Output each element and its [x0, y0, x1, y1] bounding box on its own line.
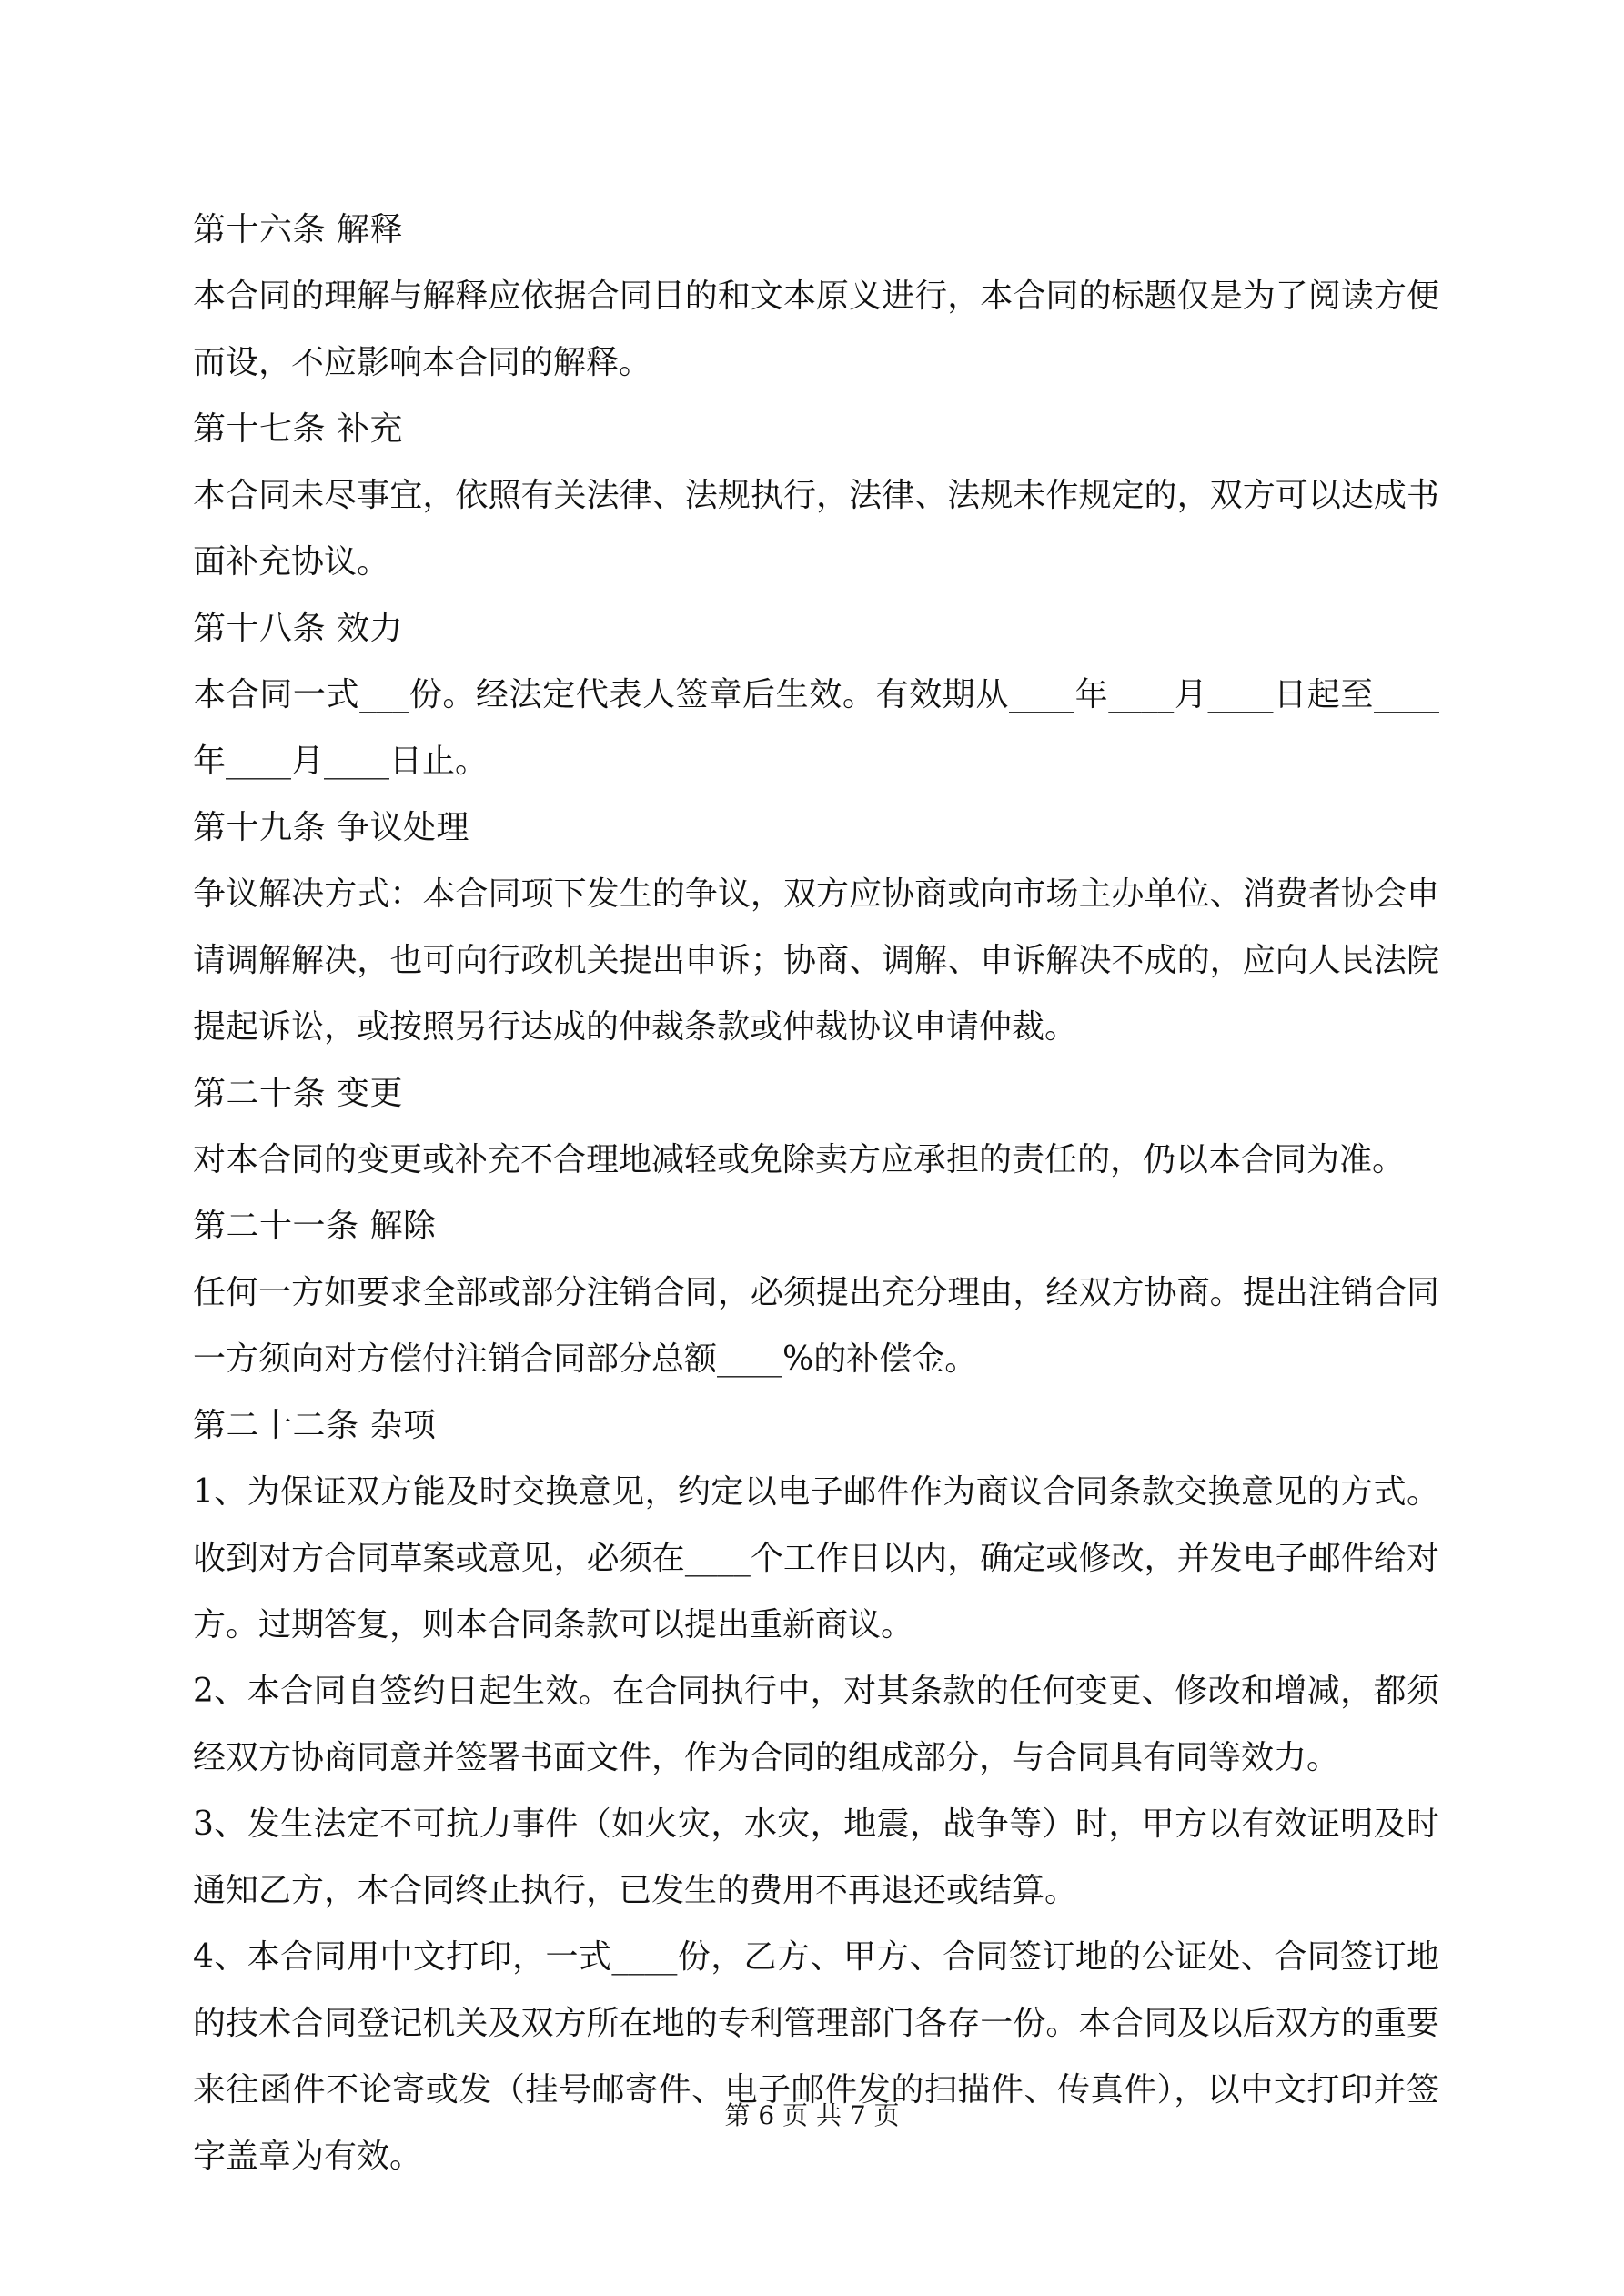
article-22-heading: 第二十二条 杂项	[193, 1407, 437, 1444]
article-19-text-line-1: 争议解决方式：本合同项下发生的争议，双方应协商或向市场主办单位、消费者协会申	[193, 875, 1439, 913]
article-22-item-4-line-2: 的技术合同登记机关及双方所在地的专利管理部门各存一份。本合同及以后双方的重要	[193, 2005, 1439, 2042]
article-17-text-line-2: 面补充协议。	[193, 543, 390, 581]
article-20-heading: 第二十条 变更	[193, 1075, 403, 1112]
article-21-heading: 第二十一条 解除	[193, 1208, 437, 1245]
article-19-text-line-2: 请调解解决，也可向行政机关提出申诉；协商、调解、申诉解决不成的，应向人民法院	[193, 942, 1439, 979]
article-22-item-3-line-2: 通知乙方，本合同终止执行，已发生的费用不再退还或结算。	[193, 1872, 1078, 1909]
article-17-heading: 第十七条 补充	[193, 410, 403, 448]
article-22-item-1-line-1: 1、为保证双方能及时交换意见，约定以电子邮件作为商议合同条款交换意见的方式。	[193, 1473, 1439, 1511]
article-21-text-line-1: 任何一方如要求全部或部分注销合同，必须提出充分理由，经双方协商。提出注销合同	[193, 1274, 1439, 1311]
article-16-text-line-2: 而设，不应影响本合同的解释。	[193, 344, 652, 381]
article-18-text-line-2: 年____月____日止。	[193, 743, 489, 780]
article-22-item-2-line-1: 2、本合同自签约日起生效。在合同执行中，对其条款的任何变更、修改和增减，都须	[193, 1673, 1439, 1710]
article-22-item-4-line-1: 4、本合同用中文打印，一式____份，乙方、甲方、合同签订地的公证处、合同签订地	[193, 1938, 1439, 1976]
article-18-heading: 第十八条 效力	[193, 610, 403, 647]
article-19-text-line-3: 提起诉讼，或按照另行达成的仲裁条款或仲裁协议申请仲裁。	[193, 1008, 1078, 1046]
article-21-text-line-2: 一方须向对方偿付注销合同部分总额____%的补偿金。	[193, 1340, 978, 1378]
article-22-item-4-line-4: 字盖章为有效。	[193, 2138, 423, 2175]
article-16-text-line-1: 本合同的理解与解释应依据合同目的和文本原义进行，本合同的标题仅是为了阅读方便	[193, 278, 1439, 315]
article-22-item-1-line-2: 收到对方合同草案或意见，必须在____个工作日以内，确定或修改，并发电子邮件给对	[193, 1540, 1439, 1577]
article-18-text-line-1: 本合同一式___份。经法定代表人签章后生效。有效期从____年____月____日起至____	[193, 676, 1439, 713]
article-19-heading: 第十九条 争议处理	[193, 809, 469, 846]
article-22-item-2-line-2: 经双方协商同意并签署书面文件，作为合同的组成部分，与合同具有同等效力。	[193, 1739, 1340, 1776]
article-17-text-line-1: 本合同未尽事宜，依照有关法律、法规执行，法律、法规未作规定的，双方可以达成书	[193, 477, 1439, 514]
article-22-item-3-line-1: 3、发生法定不可抗力事件（如火灾，水灾，地震，战争等）时，甲方以有效证明及时	[193, 1805, 1439, 1843]
article-16-heading: 第十六条 解释	[193, 211, 403, 248]
page-footer: 第 6 页 共 7 页	[724, 2100, 900, 2130]
article-20-text-line-1: 对本合同的变更或补充不合理地减轻或免除卖方应承担的责任的，仍以本合同为准。	[193, 1141, 1406, 1178]
article-22-item-1-line-3: 方。过期答复，则本合同条款可以提出重新商议。	[193, 1606, 914, 1644]
article-22-item-4-line-3: 来往函件不论寄或发（挂号邮寄件、电子邮件发的扫描件、传真件），以中文打印并签	[193, 2071, 1439, 2109]
document-body	[193, 197, 1439, 2190]
